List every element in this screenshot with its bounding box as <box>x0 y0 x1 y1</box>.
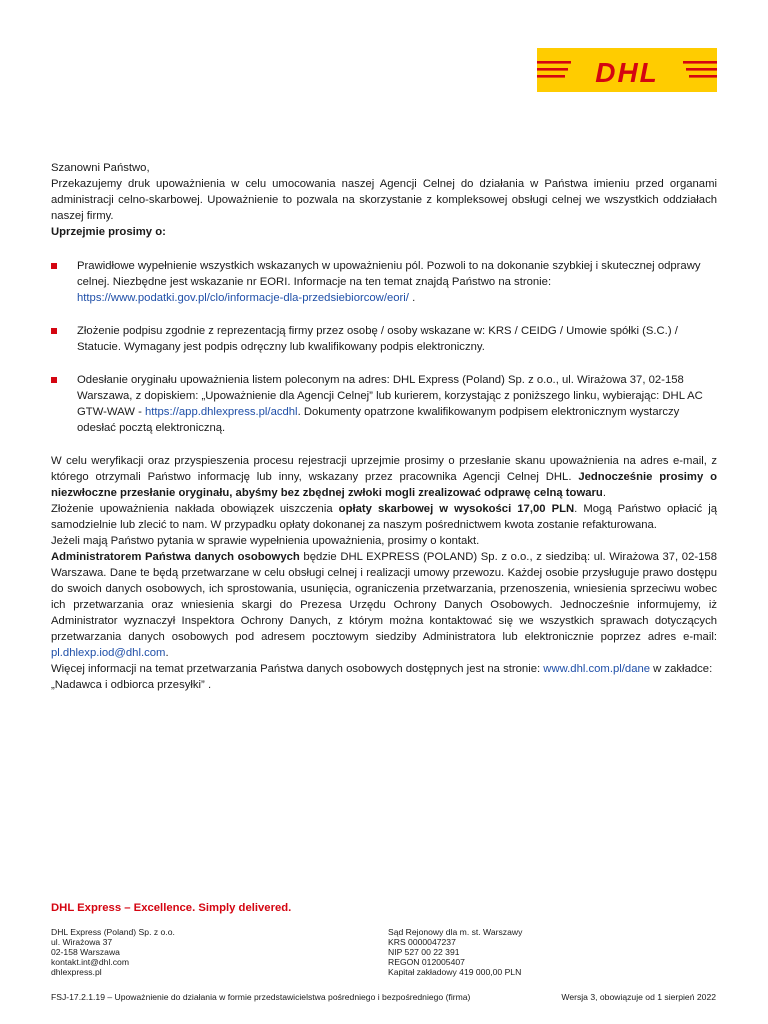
request-heading: Uprzejmie prosimy o: <box>51 226 166 238</box>
list-item <box>51 323 717 355</box>
registration-line: REGON 012005407 <box>388 957 465 967</box>
letter-body <box>51 160 717 693</box>
document-reference: FSJ-17.2.1.19 – Upoważnienie do działania w formie przedstawicielstwa pośredniego i bezpośredniego (firma) <box>51 992 471 1002</box>
registration-line: Kapitał zakładowy 419 000,00 PLN <box>388 967 522 977</box>
list-item <box>51 258 717 306</box>
more-info-end: w zakładce: „Nadawca i odbiorca przesyłki” . <box>51 663 713 691</box>
gdpr-end: . <box>165 647 169 659</box>
gdpr-text: będzie DHL EXPRESS (POLAND) Sp. z o.o., z siedzibą: ul. Wirażowa 37, 02-158 Warszawa. Dane te będą przetwarzane w celu obsługi celnej i realizacji umowy przewozu. Każdej osobie przysługuje prawo dostępu do swoich danych osobowych, ich sprostowania, usunięcia, ograniczenia przetwarzania, przenoszenia, wniesienia sprzeciwu wobec ich przetwarzania oraz wniesienia skargi do Prezesa Urzędu Ochrony Danych Osobowych. Jednocześnie informujemy, iż Administrator wyznaczył Inspektora Ochrony Danych, z którym można kontaktować się we wszystkich sprawach dotyczących przetwarzania danych osobowych pod adresem pocztowym siedziby Administratora lub elektronicznie poprzez adres e-mail: <box>51 551 717 643</box>
dane-link[interactable]: www.dhl.com.pl/dane <box>543 663 651 675</box>
item-text: Odesłanie oryginału upoważnienia listem poleconym na adres: DHL Express (Poland) Sp. z o.o., ul. Wirażowa 37, 02-158 Warszawa, z dopiskiem: „Upoważnienie dla Agencji Celnej” lub kurierem, korzystając z poniższego linku, wybierając: DHL AC GTW-WAW - <box>77 374 703 418</box>
eori-link[interactable]: https://www.podatki.gov.pl/clo/informacje-dla-przedsiebiorcow/eori/ <box>77 292 409 304</box>
bullet-icon <box>51 328 57 334</box>
address-line: ul. Wirażowa 37 <box>51 937 113 947</box>
more-info-text: Więcej informacji na temat przetwarzania Państwa danych osobowych dostępnych jest na stronie: <box>51 663 544 675</box>
fee-text-end: . Mogą Państwo opłacić ją samodzielnie lub zlecić to nam. W przypadku opłaty dokonanej za naszym pośrednictwem kwota zostanie refakturowana. <box>51 503 717 531</box>
item-text-end: . <box>408 292 416 304</box>
item-text-end: . Dokumenty opatrzone kwalifikowanym podpisem elektronicznym wystarczy odesłać pocztą elektroniczną. <box>77 406 680 434</box>
dhl-logo <box>537 48 717 92</box>
contact-paragraph: Jeżeli mają Państwo pytania w sprawie wypełnienia upoważnienia, prosimy o kontakt. <box>51 535 480 547</box>
contact-email[interactable]: kontakt.int@dhl.com <box>51 957 129 967</box>
company-address <box>51 927 175 977</box>
fee-text: Złożenie upoważnienia nakłada obowiązek uiszczenia <box>51 503 339 515</box>
verification-text: W celu weryfikacji oraz przyspieszenia procesu rejestracji uprzejmie prosimy o przesłanie skanu upoważnienia na adres e-mail, z którego otrzymali Państwo informację lub inny, wskazany przez pracownika Agencji Celnej DHL. <box>51 455 717 483</box>
fee-amount: opłaty skarbowej w wysokości 17,00 PLN <box>338 503 575 515</box>
registration-line: Sąd Rejonowy dla m. st. Warszawy <box>388 927 523 937</box>
bullet-icon <box>51 377 57 383</box>
registration-line: NIP 527 00 22 391 <box>388 947 460 957</box>
company-registration <box>388 927 522 977</box>
svg-text:DHL: DHL <box>595 57 659 88</box>
request-list <box>51 258 717 436</box>
iod-email-link[interactable]: pl.dhlexp.iod@dhl.com <box>51 647 166 659</box>
footer-tagline: DHL Express – Excellence. Simply delivered. <box>51 902 292 914</box>
verification-end: . <box>602 487 606 499</box>
verification-bold: Jednocześnie prosimy o niezwłoczne przesłanie oryginału, abyśmy bez zbędnej zwłoki mogli zrealizować odprawę celną towaru <box>51 471 717 499</box>
more-info-paragraph <box>51 661 717 693</box>
item-text: Złożenie podpisu zgodnie z reprezentacją firmy przez osobę / osoby wskazane w: KRS / CEIDG / Umowie spółki (S.C.) / Statucie. Wymagany jest podpis odręczny lub kwalifikowany podpis elektroniczny. <box>77 325 678 353</box>
bullet-icon <box>51 263 57 269</box>
list-item <box>51 372 717 436</box>
dhlexpress-acdhl-link[interactable]: https://app.dhlexpress.pl/acdhl <box>144 406 298 418</box>
address-line: DHL Express (Poland) Sp. z o.o. <box>51 927 175 937</box>
item-text: Prawidłowe wypełnienie wszystkich wskazanych w upoważnieniu pól. Pozwoli to na dokonanie szybkiej i skutecznej odprawy celnej. Niezbędne jest wskazanie nr EORI. Informacje na ten temat znajdą Państwo na stronie: <box>77 260 701 288</box>
gdpr-paragraph <box>51 549 717 661</box>
registration-line: KRS 0000047237 <box>388 937 456 947</box>
salutation: Szanowni Państwo, <box>51 162 150 174</box>
intro-paragraph: Przekazujemy druk upoważnienia w celu umocowania naszej Agencji Celnej do działania w Państwa imieniu przed organami administracji celno-skarbowej. Upoważnienie to pozwala na skorzystanie z kompleksowej obsługi celnej we wszystkich oddziałach naszej firmy. <box>51 178 717 222</box>
gdpr-bold: Administratorem Państwa danych osobowych <box>51 551 300 563</box>
address-line: 02-158 Warszawa <box>51 947 120 957</box>
dhl-logo-icon <box>537 48 717 92</box>
verification-paragraph <box>51 453 717 501</box>
website-link[interactable]: dhlexpress.pl <box>51 967 102 977</box>
fee-paragraph <box>51 501 717 533</box>
document-version: Wersja 3, obowiązuje od 1 sierpień 2022 <box>561 992 716 1002</box>
